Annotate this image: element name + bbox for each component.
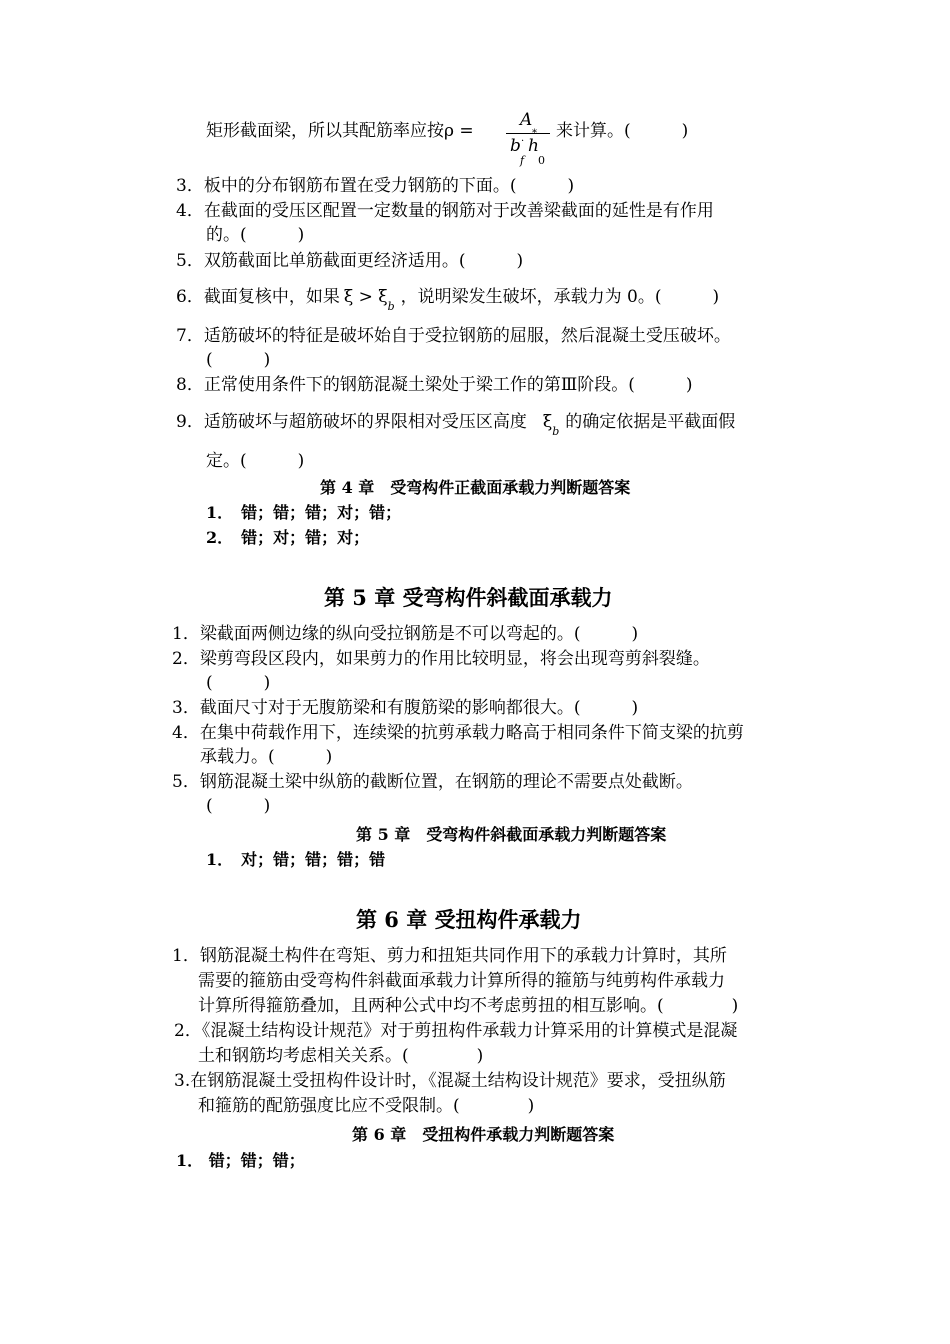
rho-line-post: 来计算。( ) [556, 121, 689, 141]
rho-formula-line [206, 120, 474, 142]
ch6-answer-title: 第 6 章 受扭构件承载力判断题答案 [352, 1125, 615, 1144]
xi-symbol: ξ [542, 412, 553, 432]
xi-compare: ξ > ξ [343, 287, 388, 307]
xi-sub-b: b [387, 300, 395, 313]
ch6-item-1-line-3: 计算所得箍筋叠加，且两种公式中均不考虑剪扭的相互影响。( ) [198, 996, 739, 1016]
fraction-den-f: f [520, 154, 525, 167]
ch4-item-9-cont: 定。( ) [206, 451, 305, 471]
ch6-item-1-line-2: 需要的箍筋由受弯构件斜截面承载力计算所得的箍筋与纯剪构件承载力 [198, 971, 725, 991]
ch4-answer-line-1: 1． 错；错；错；对；错； [206, 503, 402, 522]
fraction-den-b: b [510, 136, 521, 156]
ch5-answer-line: 1． 对；错；错；错；错 [206, 850, 386, 869]
ch4-item-4: 4．在截面的受压区配置一定数量的钢筋对于改善梁截面的延性是有作用 [176, 201, 714, 221]
ch6-item-3-line-2: 和箍筋的配筋强度比应不受限制。( ) [198, 1096, 535, 1116]
ch4-item-9: 9．适筋破坏与超筋破坏的界限相对受压区高度 $\xi_b$ 的确定依据是平截面假 [176, 412, 736, 438]
ch4-item-3: 3．板中的分布钢筋布置在受力钢筋的下面。( ) [176, 176, 575, 196]
ch5-item-5-cont: ( ) [206, 796, 271, 816]
fraction-den-0: 0 [538, 154, 545, 167]
ch4-answer-line-2: 2． 错；对；错；对； [206, 528, 370, 547]
xi-sub-b: b [552, 425, 560, 438]
rho-symbol: ρ = [444, 121, 474, 141]
ch4-item-7-cont: ( ) [206, 350, 271, 370]
ch5-item-2: 2．梁剪弯段区段内，如果剪力的作用比较明显，将会出现弯剪斜裂缝。 [172, 649, 710, 669]
ch5-item-1: 1．梁截面两侧边缘的纵向受拉钢筋是不可以弯起的。( ) [172, 624, 639, 644]
ch4-item-7: 7．适筋破坏的特征是破坏始自于受拉钢筋的屈服，然后混凝土受压破坏。 [176, 326, 731, 346]
rho-line-pre: 矩形截面梁，所以其配筋率应按 [206, 121, 444, 141]
ch6-heading: 第 6 章 受扭构件承载力 [356, 907, 582, 932]
ch5-item-3: 3．截面尺寸对于无腹筋梁和有腹筋梁的影响都很大。( ) [172, 698, 639, 718]
rho-fraction [506, 110, 554, 170]
ch6-item-1: 1．钢筋混凝土构件在弯矩、剪力和扭矩共同作用下的承载力计算时，其所 [172, 946, 727, 966]
ch6-item-3: 3.在钢筋混凝土受扭构件设计时，《混凝土结构设计规范》要求，受扭纵筋 [174, 1071, 726, 1091]
fraction-den-dot: · [521, 136, 525, 147]
ch4-item-6: 6．截面复核中，如果 $\xi > \xi_b$ ，说明梁发生破坏，承载力为 0。( ) [176, 287, 720, 313]
ch4-item-4-cont: 的。( ) [206, 225, 305, 245]
ch5-item-2-cont: ( ) [206, 673, 271, 693]
ch4-answer-title: 第 4 章 受弯构件正截面承载力判断题答案 [320, 478, 631, 497]
ch5-heading: 第 5 章 受弯构件斜截面承载力 [324, 585, 613, 610]
ch4-item-5: 5．双筋截面比单筋截面更经济适用。( ) [176, 251, 524, 271]
fraction-den-h: h [528, 136, 539, 156]
ch6-answer-line: 1． 错；错；错； [176, 1151, 305, 1170]
fraction-bar [506, 133, 550, 134]
ch5-item-4-cont: 承载力。( ) [200, 747, 333, 767]
ch5-item-4: 4．在集中荷载作用下，连续梁的抗剪承载力略高于相同条件下简支梁的抗剪 [172, 723, 744, 743]
ch5-item-5: 5．钢筋混凝土梁中纵筋的截断位置，在钢筋的理论不需要点处截断。 [172, 772, 693, 792]
fraction-numerator: A [520, 110, 533, 130]
ch5-answer-title: 第 5 章 受弯构件斜截面承载力判断题答案 [356, 825, 667, 844]
ch6-item-2-line-2: 土和钢筋均考虑相关关系。( ) [198, 1046, 484, 1066]
ch6-item-2: 2．《混凝土结构设计规范》对于剪扭构件承载力计算采用的计算模式是混凝 [174, 1021, 738, 1041]
ch4-item-8: 8．正常使用条件下的钢筋混凝土梁处于梁工作的第Ⅲ阶段。( ) [176, 375, 693, 395]
